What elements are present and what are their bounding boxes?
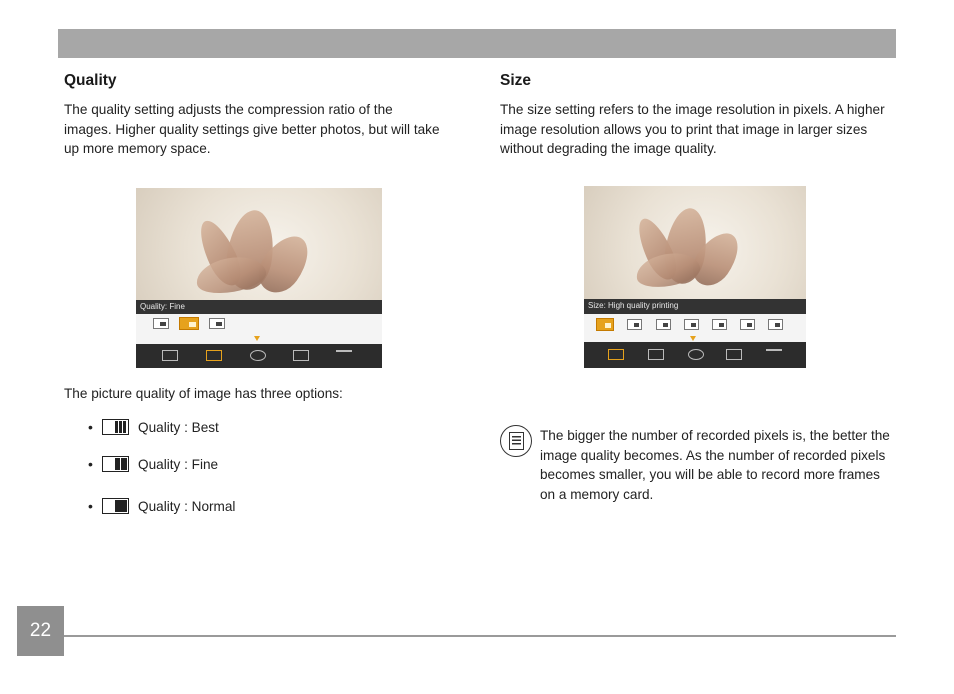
- screen-option-row: [584, 314, 806, 342]
- screen-size-icon: [162, 350, 178, 361]
- quality-normal-icon: [102, 498, 129, 514]
- list-item: • Quality : Best: [88, 419, 219, 435]
- screen-size-option-icon: [684, 319, 699, 330]
- screen-iso-icon: [766, 349, 782, 360]
- screen-size-option-icon: [627, 319, 642, 330]
- page-number: 22: [17, 606, 64, 656]
- list-item: • Quality : Fine: [88, 456, 219, 472]
- screen-bottom-menu: [136, 344, 382, 368]
- footer-divider: [64, 635, 896, 637]
- quality-option-label: Quality : Best: [138, 419, 219, 435]
- quality-title: Quality: [64, 72, 117, 89]
- screen-size-option-icon: [656, 319, 671, 330]
- menu-label-strip: [136, 300, 382, 314]
- screen-continuous-icon: [726, 349, 742, 360]
- quality-screen-image: [136, 188, 382, 368]
- note-icon: [500, 425, 532, 457]
- screen-quality-best-icon: [153, 318, 169, 329]
- screen-quality-icon: [206, 350, 222, 361]
- list-item: • Quality : Normal: [88, 498, 236, 514]
- size-description: The size setting refers to the image resolution in pixels. A higher image resolution allows you to print that image in larger sizes without degrading the image quality.: [500, 102, 885, 157]
- header-bar: [58, 29, 896, 58]
- screen-size-option-icon: [596, 318, 614, 331]
- note-text: The bigger the number of recorded pixels is, the better the image quality becomes. As the number of recorded pixels becomes smaller, you will be able to record more frames on a memory card.: [540, 428, 890, 502]
- quality-option-label: Quality : Normal: [138, 498, 236, 514]
- screen-meter-icon: [250, 350, 266, 361]
- selection-marker-icon: [254, 336, 260, 341]
- size-screen-image: [584, 186, 806, 368]
- screen-iso-icon: [336, 350, 352, 361]
- screen-quality-normal-icon: [209, 318, 225, 329]
- screen-option-row: [136, 314, 382, 344]
- quality-option-label: Quality : Fine: [138, 456, 219, 472]
- quality-description: The quality setting adjusts the compression ratio of the images. Higher quality settings give better photos, but will take up more memory space.: [64, 102, 440, 157]
- menu-label-strip: [584, 299, 806, 314]
- quality-options-intro: The picture quality of image has three options:: [64, 386, 343, 401]
- screen-menu-label: Quality: Fine: [140, 302, 185, 311]
- screen-bottom-menu: [584, 342, 806, 368]
- screen-continuous-icon: [293, 350, 309, 361]
- size-section: [500, 72, 900, 159]
- quality-best-icon: [102, 419, 129, 435]
- screen-size-icon: [608, 349, 624, 360]
- size-title: Size: [500, 72, 532, 89]
- note-box: [500, 426, 896, 504]
- selection-marker-icon: [690, 336, 696, 341]
- screen-size-option-icon: [712, 319, 727, 330]
- screen-quality-fine-icon: [179, 317, 199, 330]
- screen-size-option-icon: [768, 319, 783, 330]
- screen-meter-icon: [688, 349, 704, 360]
- quality-fine-icon: [102, 456, 129, 472]
- quality-section: [64, 72, 444, 159]
- screen-size-option-icon: [740, 319, 755, 330]
- screen-quality-icon: [648, 349, 664, 360]
- screen-menu-label: Size: High quality printing: [588, 301, 679, 310]
